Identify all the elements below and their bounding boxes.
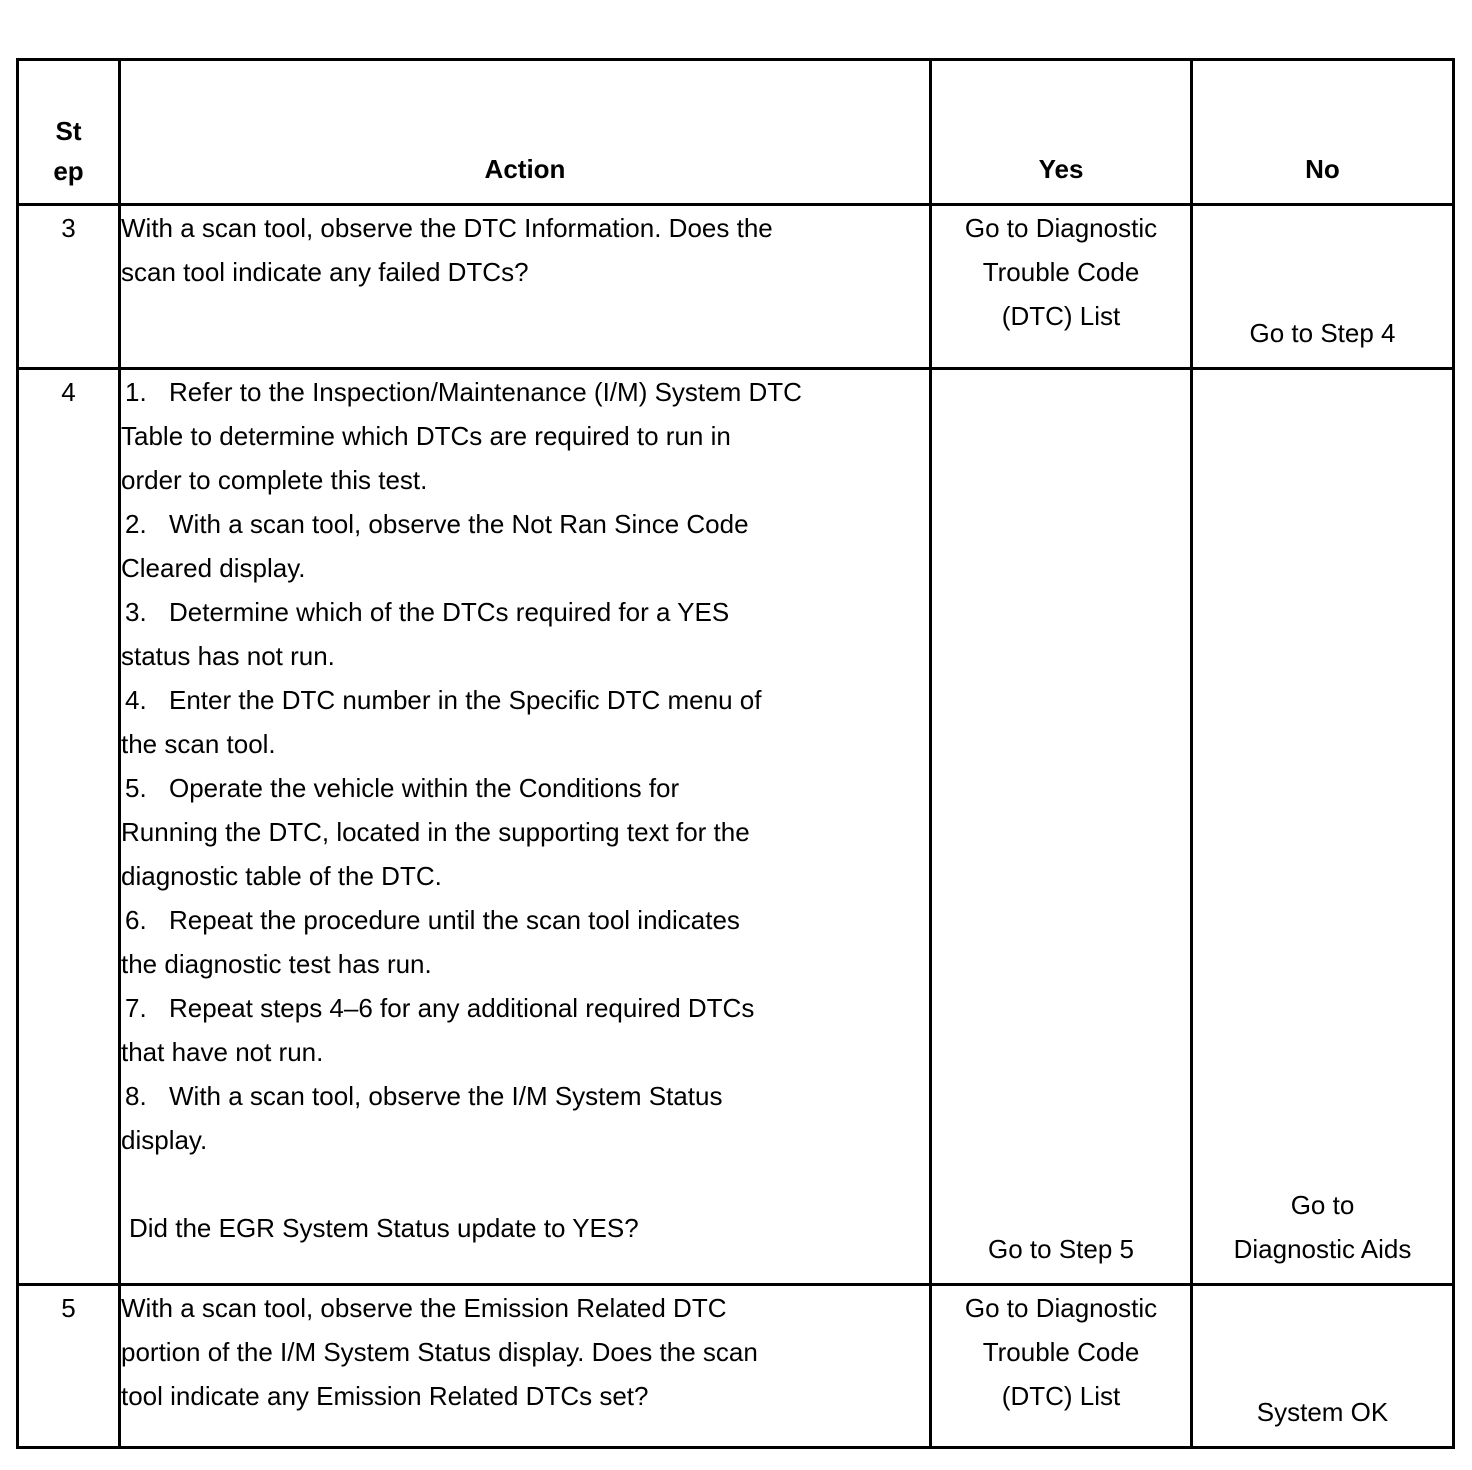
step-number: 5 xyxy=(18,1285,120,1448)
list-item-text: display. xyxy=(121,1125,208,1155)
header-yes: Yes xyxy=(931,60,1192,205)
no-line: Diagnostic Aids xyxy=(1233,1234,1412,1264)
list-item-number: 2. xyxy=(125,509,147,539)
action-cell xyxy=(120,205,931,369)
yes-line: Go to Diagnostic xyxy=(964,213,1158,243)
no-cell xyxy=(1192,1285,1454,1448)
no-line: Go to Step 4 xyxy=(1249,318,1396,348)
header-step-line1: St xyxy=(55,116,82,146)
yes-line: Trouble Code xyxy=(982,1337,1140,1367)
diagnostic-procedure-table xyxy=(16,58,1455,1449)
list-item-text: that have not run. xyxy=(121,1037,324,1067)
no-line: System OK xyxy=(1256,1397,1389,1427)
action-cell xyxy=(120,1285,931,1448)
list-item-text: Repeat the procedure until the scan tool indicates xyxy=(169,905,740,935)
list-item xyxy=(121,986,929,1074)
action-cell xyxy=(120,369,931,1285)
list-item xyxy=(121,678,929,766)
header-step xyxy=(18,60,120,205)
list-item-text: Refer to the Inspection/Maintenance (I/M) System DTC xyxy=(169,377,802,407)
table-row-step-3 xyxy=(18,205,1454,369)
list-item-number: 4. xyxy=(125,685,147,715)
list-item-text: order to complete this test. xyxy=(121,465,428,495)
list-item xyxy=(121,590,929,678)
list-item-text: the diagnostic test has run. xyxy=(121,949,432,979)
list-item xyxy=(121,898,929,986)
list-item-text: With a scan tool, observe the I/M System Status xyxy=(169,1081,723,1111)
list-item-text: the scan tool. xyxy=(121,729,276,759)
no-line: Go to xyxy=(1290,1190,1355,1220)
action-line: portion of the I/M System Status display. Does the scan xyxy=(121,1337,758,1367)
question-text: Did the EGR System Status update to YES? xyxy=(129,1213,639,1243)
action-line: scan tool indicate any failed DTCs? xyxy=(121,257,529,287)
list-item-text: diagnostic table of the DTC. xyxy=(121,861,442,891)
list-item-text: Cleared display. xyxy=(121,553,306,583)
header-step-line2: ep xyxy=(53,156,84,186)
no-cell xyxy=(1192,369,1454,1285)
table-row-step-4 xyxy=(18,369,1454,1285)
header-row xyxy=(18,60,1454,205)
no-cell xyxy=(1192,205,1454,369)
table-row-step-5 xyxy=(18,1285,1454,1448)
list-item xyxy=(121,502,929,590)
step-number: 4 xyxy=(18,369,120,1285)
list-item-text: Running the DTC, located in the supporting text for the xyxy=(121,817,750,847)
list-item xyxy=(121,766,929,898)
yes-line: Go to Step 5 xyxy=(988,1234,1134,1264)
action-line: With a scan tool, observe the DTC Information. Does the xyxy=(121,213,773,243)
yes-line: (DTC) List xyxy=(1001,1381,1121,1411)
list-item xyxy=(121,370,929,502)
list-item-text: With a scan tool, observe the Not Ran Since Code xyxy=(169,509,749,539)
yes-line: Trouble Code xyxy=(982,257,1140,287)
list-item-text: Repeat steps 4–6 for any additional required DTCs xyxy=(169,993,755,1023)
list-item-number: 1. xyxy=(125,377,147,407)
list-item-number: 7. xyxy=(125,993,147,1023)
step-number: 3 xyxy=(18,205,120,369)
yes-cell xyxy=(931,1285,1192,1448)
action-line: With a scan tool, observe the Emission Related DTC xyxy=(121,1293,727,1323)
header-no: No xyxy=(1192,60,1454,205)
list-item-number: 5. xyxy=(125,773,147,803)
list-item-text: Table to determine which DTCs are required to run in xyxy=(121,421,731,451)
list-item-text: Enter the DTC number in the Specific DTC menu of xyxy=(169,685,762,715)
list-item-text: Determine which of the DTCs required for a YES xyxy=(169,597,730,627)
list-item-number: 8. xyxy=(125,1081,147,1111)
yes-line: (DTC) List xyxy=(1001,301,1121,331)
list-item-number: 3. xyxy=(125,597,147,627)
yes-cell xyxy=(931,369,1192,1285)
list-item xyxy=(121,1074,929,1162)
header-action: Action xyxy=(120,60,931,205)
action-line: tool indicate any Emission Related DTCs set? xyxy=(121,1381,649,1411)
yes-cell xyxy=(931,205,1192,369)
yes-line: Go to Diagnostic xyxy=(964,1293,1158,1323)
list-item-text: status has not run. xyxy=(121,641,335,671)
list-item-number: 6. xyxy=(125,905,147,935)
list-item-text: Operate the vehicle within the Conditions for xyxy=(169,773,680,803)
